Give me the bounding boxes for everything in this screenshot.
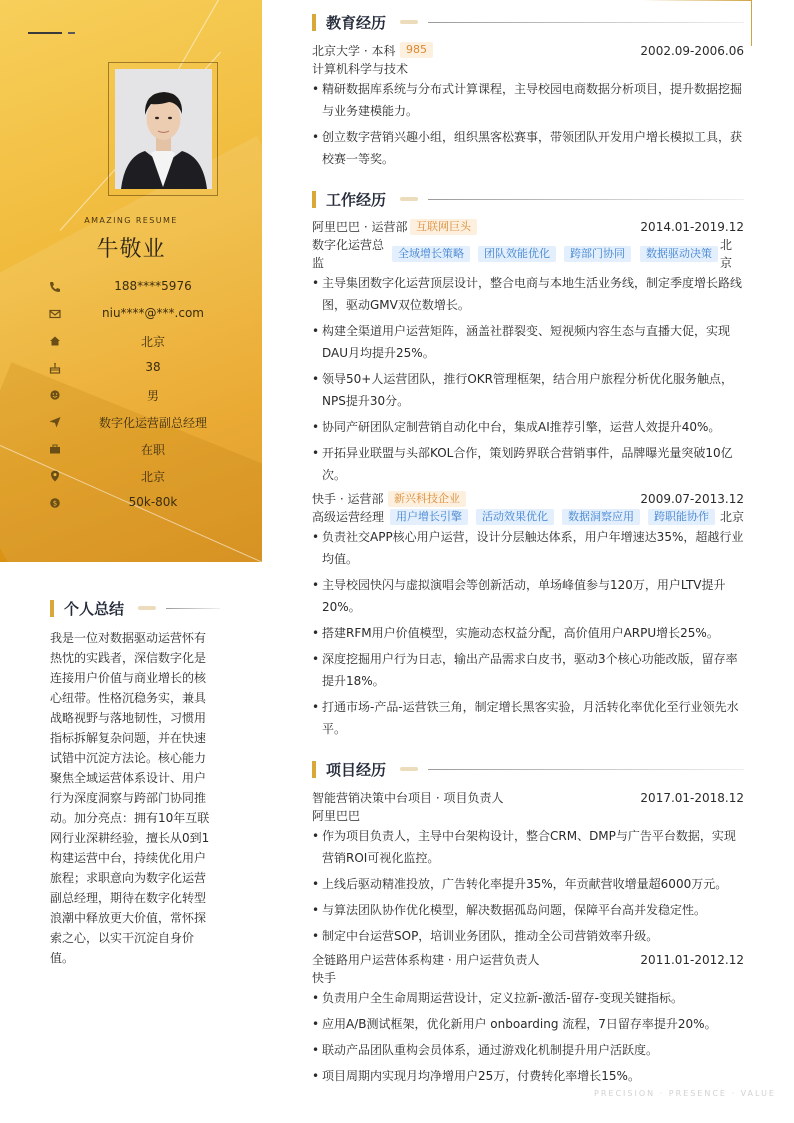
job-bullet: • 深度挖掘用户行为日志，输出产品需求白皮书，驱动3个核心功能改版，留存率提升18%。 (312, 648, 744, 692)
info-email (48, 305, 238, 323)
age-value: 38 (145, 360, 161, 374)
info-target-city (48, 467, 238, 485)
heading-accent-bar (312, 191, 316, 208)
svg-text:$: $ (52, 499, 58, 508)
heading-rule (428, 22, 744, 23)
info-salary (48, 494, 238, 512)
profile-photo (115, 69, 212, 189)
info-residence (48, 332, 238, 350)
projects-title: 项目经历 (326, 761, 387, 779)
target-position-value: 数字化运营副总经理 (98, 416, 207, 430)
resume-tagline: AMAZING RESUME (84, 216, 178, 225)
job-role-continued: 监 (312, 256, 325, 270)
status-value: 在职 (140, 443, 165, 457)
job-badge: 互联网巨头 (410, 219, 477, 235)
gender-value: 男 (146, 389, 159, 403)
info-status (48, 440, 238, 458)
education-bullet: • 精研数据库系统与分布式计算课程，主导校园电商数据分析项目，提升数据挖掘与业务建模能力。 (312, 78, 744, 122)
job-badge: 新兴科技企业 (388, 491, 466, 507)
summary-text: 我是一位对数据驱动运营怀有热忱的实践者，深信数字化是连接用户价值与商业增长的核心纽带。性格沉稳务实，兼具战略视野与落地韧性，习惯用指标拆解复杂问题，并在快速试错中沉淀方法论。核心能力聚焦全域运营体系设计、用户行为深度洞察与跨部门协同推动。加分亮点：拥有10年互联网行业深耕经验，擅长从0到1构建运营中台，持续优化用户旅程；求职意向为数字化运营副总经理，期待在数字化转型浪潮中释放更大价值，常怀探索之心，以实干沉淀自身价值。 (50, 631, 210, 965)
job-company: 快手 · 运营部 (312, 492, 384, 506)
job-tag: 用户增长引擎 (390, 509, 468, 525)
education-date: 2002.09-2006.06 (640, 44, 744, 58)
job-date: 2014.01-2019.12 (640, 220, 744, 234)
job-tag: 跨职能协作 (648, 509, 715, 525)
project-bullet: • 项目周期内实现月均净增用户25万，付费转化率增长15%。 (312, 1065, 744, 1087)
accent-dash (68, 32, 75, 34)
project-bullet: • 负责用户全生命周期运营设计，定义拉新-激活-留存-变现关键指标。 (312, 987, 744, 1009)
heading-accent-bar (312, 14, 316, 31)
project-org: 快手 (312, 971, 337, 985)
send-icon (48, 415, 62, 429)
education-school: 北京大学 · 本科 (312, 44, 396, 58)
education-heading (312, 12, 744, 34)
project-date: 2011.01-2012.12 (640, 953, 744, 967)
footer-watermark: PRECISION · PRESENCE · VALUE (594, 1089, 776, 1098)
job-role: 数字化运营总 (312, 238, 385, 252)
heading-pill (400, 20, 418, 24)
heading-pill (400, 767, 418, 771)
job-bullet: • 开拓异业联盟与头部KOL合作，策划跨界联合营销事件，品牌曝光量突破10亿次。 (312, 442, 744, 486)
heading-accent-bar (50, 600, 54, 617)
job-tag: 跨部门协同 (564, 246, 631, 262)
education-badge: 985 (400, 42, 433, 58)
briefcase-icon (48, 442, 62, 456)
project-bullet: • 制定中台运营SOP，培训业务团队，推动全公司营销效率升级。 (312, 925, 744, 947)
job-date: 2009.07-2013.12 (640, 492, 744, 506)
job-bullet: • 搭建RFM用户价值模型，实施动态权益分配，高价值用户ARPU增长25%。 (312, 622, 744, 644)
accent-dash (28, 32, 62, 34)
job-bullet: • 主导校园快闪与虚拟演唱会等创新活动，单场峰值参与120万，用户LTV提升20%。 (312, 574, 744, 618)
job-city: 北京 (720, 510, 745, 524)
job-tag: 数据洞察应用 (562, 509, 640, 525)
job-bullet: • 领导50+人运营团队，推行OKR管理框架，结合用户旅程分析优化服务触点，NPS提升30分。 (312, 368, 744, 412)
heading-rule (428, 769, 744, 770)
face-icon (48, 388, 62, 402)
education-title: 教育经历 (326, 14, 387, 32)
heading-pill (138, 606, 156, 610)
heading-rule (166, 608, 220, 609)
job-bullet: • 负责社交APP核心用户运营，设计分层触达体系，用户年增速达35%，超越行业均值。 (312, 526, 744, 570)
education-major: 计算机科学与技术 (312, 62, 409, 76)
job-tag: 全域增长策略 (392, 246, 470, 262)
target-city-value: 北京 (140, 470, 165, 484)
summary-title: 个人总结 (64, 600, 125, 618)
heading-pill (400, 197, 418, 201)
work-title: 工作经历 (326, 191, 387, 209)
corner-decoration (751, 0, 752, 46)
job-city-continued: 京 (720, 256, 733, 270)
heading-accent-bar (312, 761, 316, 778)
project-bullet: • 与算法团队协作优化模型，解决数据孤岛问题，保障平台高并发稳定性。 (312, 899, 744, 921)
job-company: 阿里巴巴 · 运营部 (312, 220, 408, 234)
info-age (48, 359, 238, 377)
project-bullet: • 应用A/B测试框架，优化新用户 onboarding 流程，7日留存率提升20%。 (312, 1013, 744, 1035)
salary-icon (48, 496, 62, 510)
info-gender (48, 386, 238, 404)
info-target-position (48, 413, 238, 431)
info-phone (48, 278, 238, 296)
project-org: 阿里巴巴 (312, 809, 361, 823)
job-bullet: • 主导集团数字化运营顶层设计，整合电商与本地生活业务线，制定季度增长路线图，驱动GMV双位数增长。 (312, 272, 744, 316)
project-name: 智能营销决策中台项目 · 项目负责人 (312, 791, 504, 805)
project-name: 全链路用户运营体系构建 · 用户运营负责人 (312, 953, 540, 967)
work-heading (312, 189, 744, 211)
job-bullet: • 构建全渠道用户运营矩阵，涵盖社群裂变、短视频内容生态与直播大促，实现DAU月均提升25%。 (312, 320, 744, 364)
phone-value: 188****5976 (114, 279, 192, 293)
residence-value: 北京 (140, 335, 165, 349)
phone-icon (48, 280, 62, 294)
job-role: 高级运营经理 (312, 510, 385, 524)
job-bullet: • 打通市场-产品-运营铁三角，制定增长黑客实验，月活转化率优化至行业领先水平。 (312, 696, 744, 740)
email-value: niu****@***.com (102, 306, 204, 320)
job-tag: 数据驱动决策 (640, 246, 718, 262)
project-bullet: • 上线后驱动精准投放，广告转化率提升35%，年贡献营收增量超6000万元。 (312, 873, 744, 895)
location-pin-icon (48, 469, 62, 483)
education-bullet: • 创立数字营销兴趣小组，组织黑客松赛事，带领团队开发用户增长模拟工具，获校赛一等奖。 (312, 126, 744, 170)
job-tag: 团队效能优化 (478, 246, 556, 262)
salary-value: 50k-80k (128, 495, 178, 509)
mail-icon (48, 307, 62, 321)
project-bullet: • 作为项目负责人，主导中台架构设计，整合CRM、DMP与广告平台数据，实现营销ROI可视化监控。 (312, 825, 744, 869)
project-bullet: • 联动产品团队重构会员体系，通过游戏化机制提升用户活跃度。 (312, 1039, 744, 1061)
candidate-name: 牛敬业 (96, 237, 166, 262)
job-bullet: • 协同产研团队定制营销自动化中台，集成AI推荐引擎，运营人效提升40%。 (312, 416, 744, 438)
project-date: 2017.01-2018.12 (640, 791, 744, 805)
heading-rule (428, 199, 744, 200)
summary-heading (50, 598, 220, 620)
projects-heading (312, 759, 744, 781)
home-icon (48, 334, 62, 348)
cake-icon (48, 361, 62, 375)
corner-decoration (642, 0, 752, 1)
job-tag: 活动效果优化 (476, 509, 554, 525)
job-city: 北 (720, 238, 733, 252)
